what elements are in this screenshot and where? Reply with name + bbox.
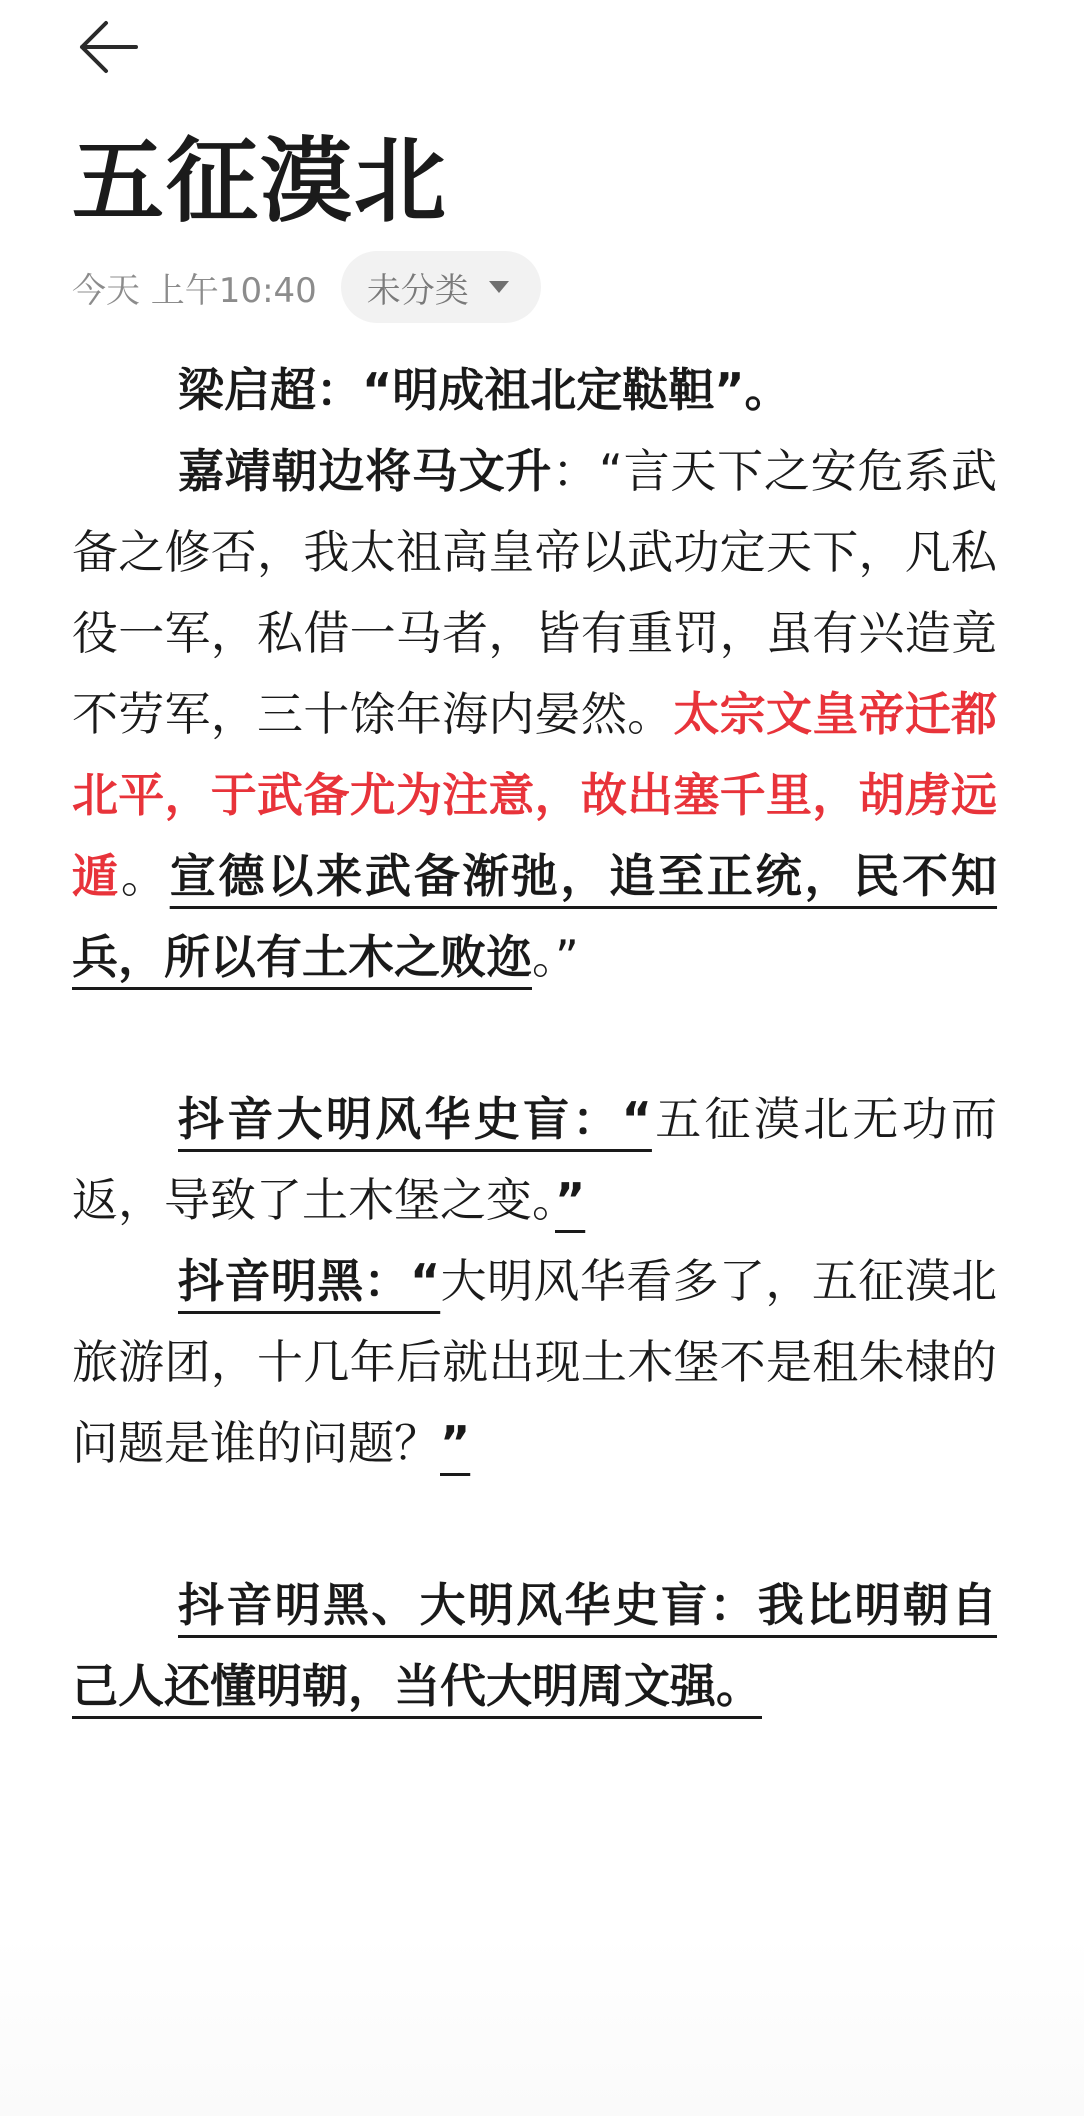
- quote-text: 大明风华看多了，五征漠北旅游团，十几年后就出现土木堡不是租朱棣的问题是谁的问题？: [72, 1254, 998, 1470]
- arrow-left-icon: [76, 19, 140, 79]
- back-button[interactable]: [68, 14, 148, 84]
- paragraph-ma-wensheng: [72, 431, 997, 998]
- quote-liang-qichao: 梁启超：“明成祖北定鞑靼”。: [178, 363, 791, 417]
- speaker-history-blind: 抖音大明风华史盲：“: [178, 1092, 652, 1146]
- speaker-ming-hater: 抖音明黑：“: [178, 1254, 441, 1308]
- blank-line: [72, 1484, 997, 1565]
- speaker-ma-wensheng: 嘉靖朝边将马文升: [178, 444, 553, 498]
- quote-text: ：“言天下之安危系武备之修否，我太祖高皇帝以武功定天下，凡私役一军，私借一马者，皆有重罚，虽有兴造竟不劳军，三十馀年海内晏然。: [72, 444, 997, 741]
- conclusion-text: 抖音明黑、大明风华史盲：我比明朝自己人还懂明朝，当代大明周文强。: [72, 1578, 997, 1713]
- red-highlight-text: 太宗文皇帝迁都北平，于武备尤为注意，故出塞千里，胡虏远遁: [72, 687, 998, 903]
- quote-close: ”: [555, 1173, 586, 1227]
- blank-line: [72, 998, 997, 1079]
- note-body[interactable]: [72, 350, 997, 1727]
- punctuation: 。: [120, 849, 170, 903]
- paragraph-conclusion: [72, 1565, 997, 1727]
- quote-text: 五征漠北无功而返，导致了土木堡之变。: [72, 1092, 998, 1227]
- paragraph-liang-qichao: [72, 350, 997, 431]
- caret-down-icon: [489, 281, 509, 293]
- paragraph-history-blind: [72, 1079, 997, 1241]
- note-title[interactable]: 五征漠北: [72, 128, 449, 235]
- quote-close: ”: [440, 1416, 471, 1470]
- timestamp: 今天 上午10:40: [72, 270, 317, 311]
- quote-close: 。”: [532, 930, 579, 984]
- category-label: 未分类: [366, 270, 469, 311]
- underlined-text: 宣德以来武备渐弛，追至正统，民不知兵，所以有土木之败迩: [72, 849, 998, 984]
- note-meta: [72, 250, 541, 324]
- paragraph-ming-hater: [72, 1241, 997, 1484]
- bottom-fade: [0, 1936, 1084, 2116]
- category-dropdown[interactable]: [341, 251, 541, 323]
